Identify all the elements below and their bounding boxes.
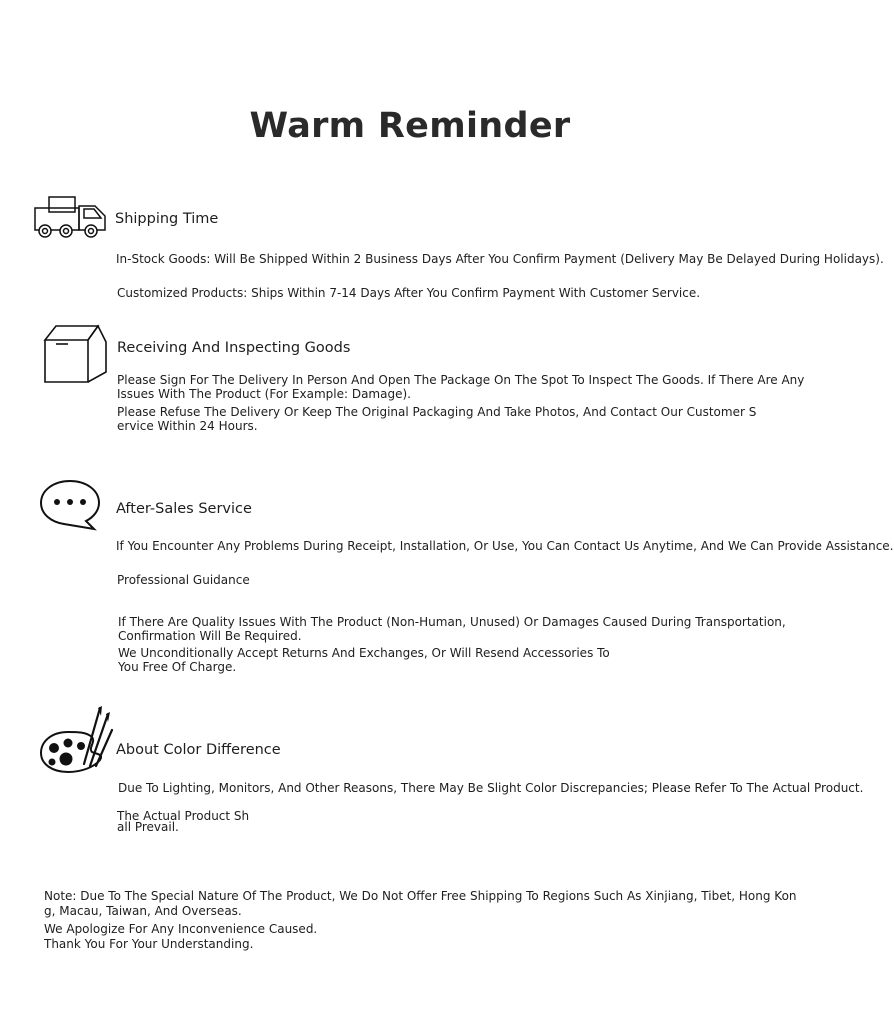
color-heading: About Color Difference (116, 742, 281, 758)
palette-icon (38, 704, 116, 776)
receiving-heading: Receiving And Inspecting Goods (117, 340, 351, 356)
shipping-line-2: Customized Products: Ships Within 7-14 Days After You Confirm Payment With Customer Service. (117, 286, 701, 300)
receiving-p1-line-2: Issues With The Product (For Example: Damage). (117, 387, 411, 401)
after-sales-p3-line-2: Confirmation Will Be Required. (118, 629, 302, 643)
truck-icon (33, 194, 115, 240)
receiving-p1-line-1: Please Sign For The Delivery In Person And Open The Package On The Spot To Inspect The Goods. If There Are Any (117, 373, 805, 387)
chat-bubble-icon (38, 478, 102, 532)
color-line-2-part-2: all Prevail. (117, 820, 179, 834)
receiving-p2-line-1: Please Refuse The Delivery Or Keep The Original Packaging And Take Photos, And Contact Our Customer S (117, 405, 757, 419)
shipping-heading: Shipping Time (115, 211, 219, 227)
after-sales-heading: After-Sales Service (116, 501, 252, 517)
after-sales-line-1: If You Encounter Any Problems During Receipt, Installation, Or Use, You Can Contact Us Anytime, And We Can Provide Assistance. (116, 539, 894, 553)
after-sales-p3-line-1: If There Are Quality Issues With The Product (Non-Human, Unused) Or Damages Caused During Transportation, (118, 615, 786, 629)
shipping-line-1: In-Stock Goods: Will Be Shipped Within 2 Business Days After You Confirm Payment (Delivery May Be Delayed During Holidays). (116, 252, 884, 266)
after-sales-p4-line-1: We Unconditionally Accept Returns And Exchanges, Or Will Resend Accessories To (118, 646, 610, 660)
box-icon (40, 322, 110, 388)
note-line-4: Thank You For Your Understanding. (44, 937, 254, 951)
note-line-3: We Apologize For Any Inconvenience Caused. (44, 922, 318, 936)
color-line-2-part-1: The Actual Product Sh (117, 809, 250, 823)
after-sales-p4-line-2: You Free Of Charge. (118, 660, 237, 674)
page-title: Warm Reminder (249, 106, 571, 146)
note-line-1: Note: Due To The Special Nature Of The Product, We Do Not Offer Free Shipping To Regions Such As Xinjiang, Tibet, Hong Kon (44, 889, 797, 903)
color-line-1: Due To Lighting, Monitors, And Other Reasons, There May Be Slight Color Discrepancies; Please Refer To The Actual Product. (118, 781, 864, 795)
receiving-p2-line-2: ervice Within 24 Hours. (117, 419, 258, 433)
after-sales-line-2: Professional Guidance (117, 573, 250, 587)
note-line-2: g, Macau, Taiwan, And Overseas. (44, 904, 242, 918)
